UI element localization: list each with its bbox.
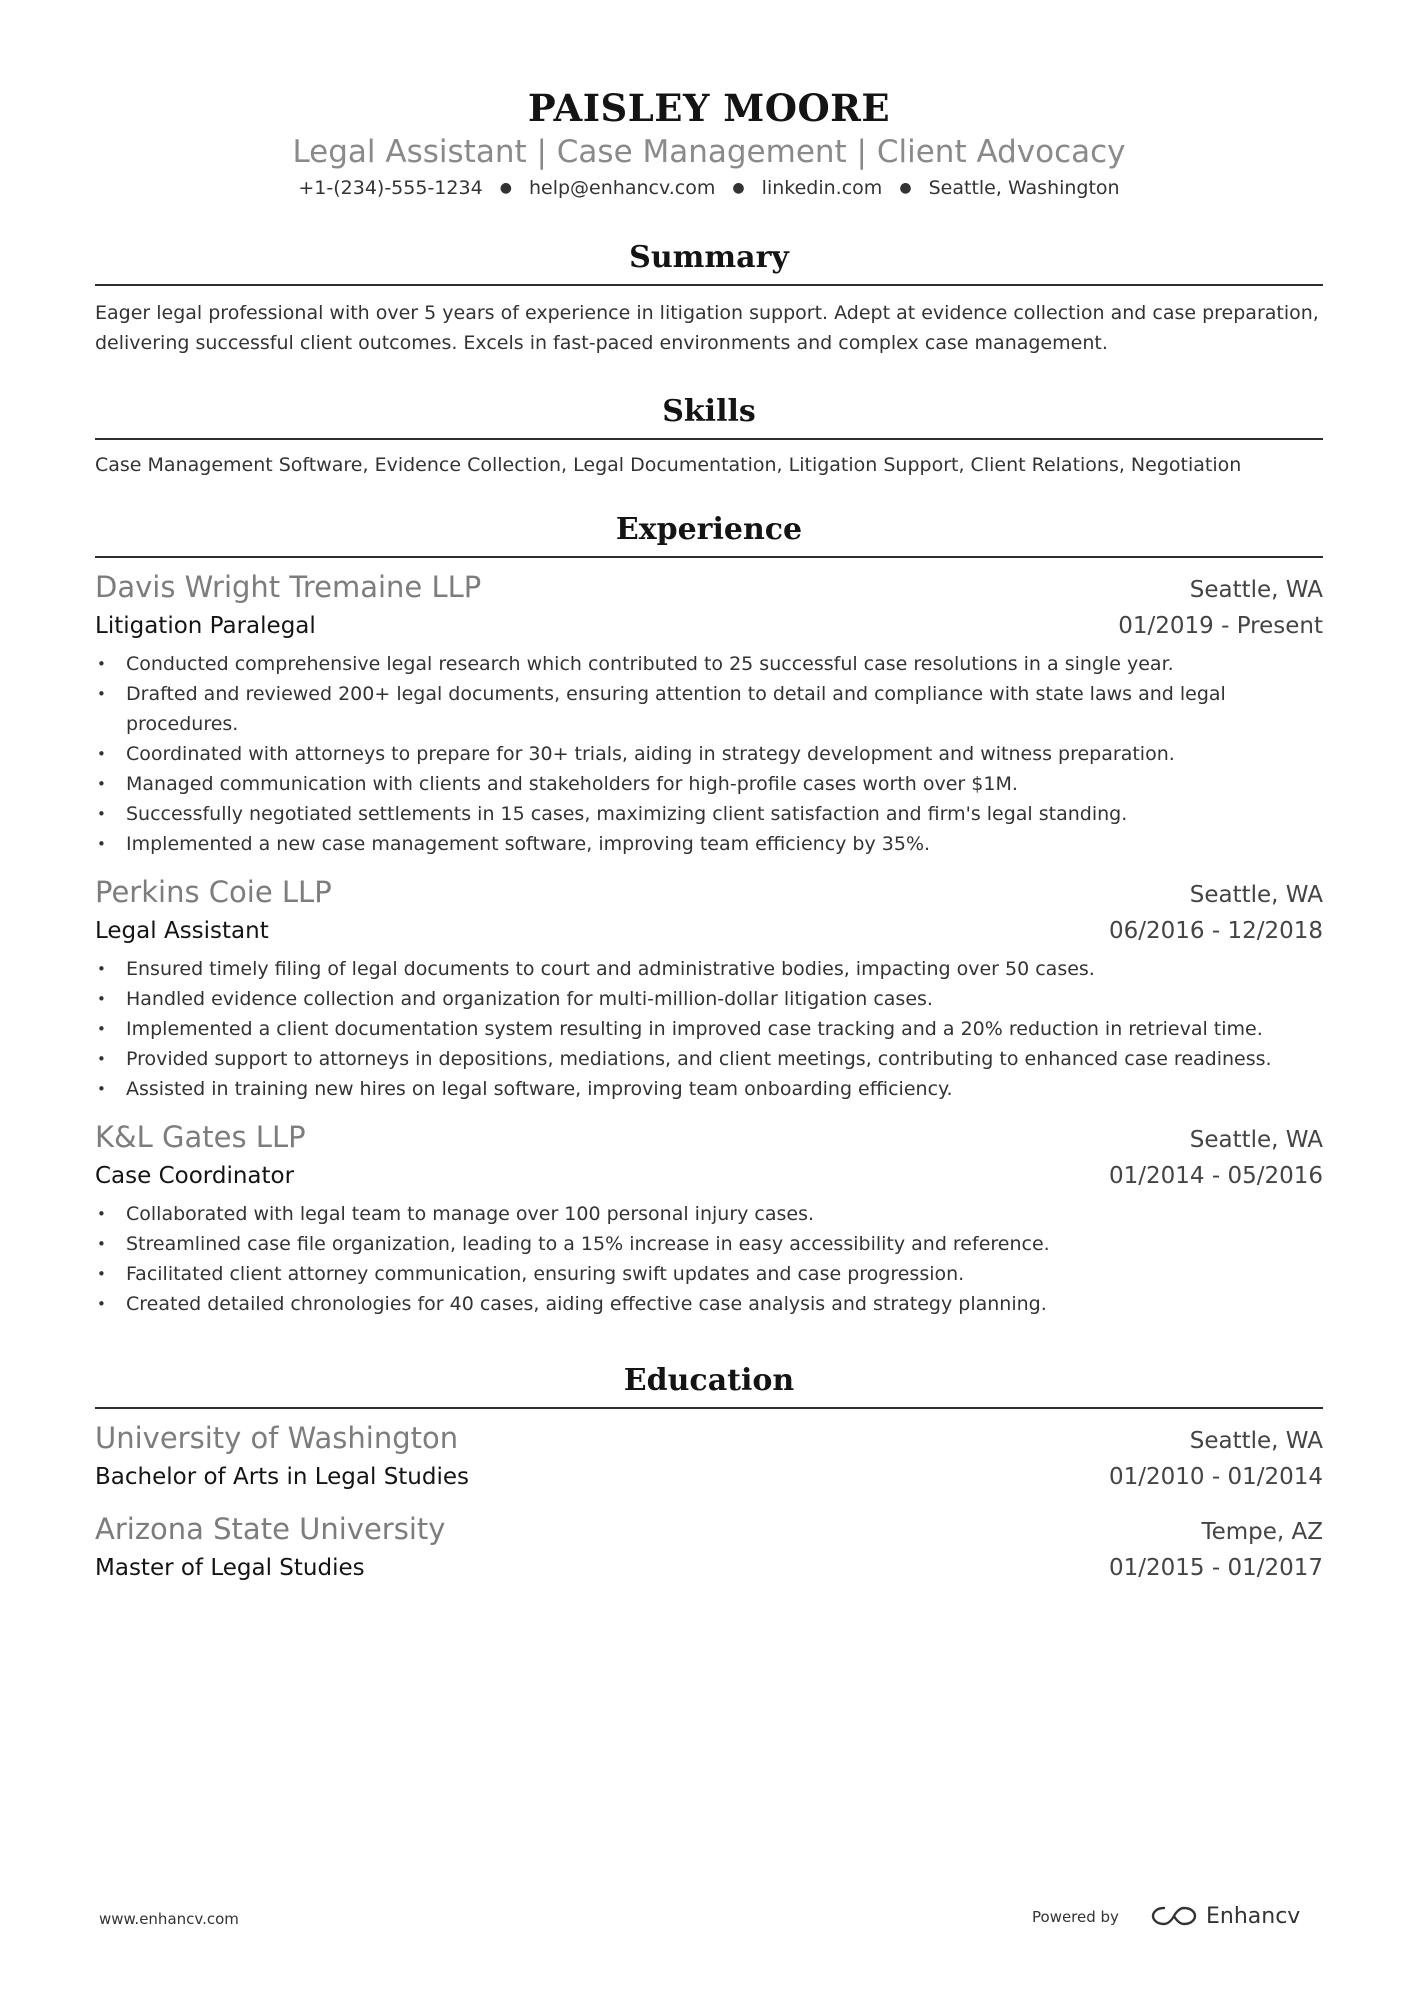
school-location: Tempe, AZ	[1201, 1519, 1323, 1545]
entry-role-row	[95, 607, 1323, 645]
separator-dot: ●	[499, 180, 512, 196]
enhancv-infinity-logo-icon	[1150, 1903, 1198, 1929]
resume-header	[95, 0, 1323, 202]
achievement-item: • Drafted and reviewed 200+ legal documents, ensuring attention to detail and compliance with state laws and legal procedures.	[95, 679, 1323, 739]
enhancv-logo[interactable]	[1150, 1900, 1300, 1932]
achievement-item: • Ensured timely filing of legal documents to court and administrative bodies, impacting over 50 cases.	[95, 954, 1323, 984]
achievement-item: • Assisted in training new hires on legal software, improving team onboarding efficiency.	[95, 1074, 1323, 1104]
achievement-item: • Implemented a new case management software, improving team efficiency by 35%.	[95, 829, 1323, 859]
company-name: Perkins Coie LLP	[95, 875, 332, 909]
entry-degree-row	[95, 1549, 1323, 1587]
entry-role-row	[95, 912, 1323, 950]
candidate-title: Legal Assistant | Case Management | Client Advocacy	[292, 134, 1126, 170]
separator-dot: ●	[732, 180, 745, 196]
achievement-item: • Facilitated client attorney communication, ensuring swift updates and case progression.	[95, 1259, 1323, 1289]
school-name: University of Washington	[95, 1421, 459, 1455]
education-dates: 01/2010 - 01/2014	[1108, 1464, 1323, 1490]
achievement-item: • Implemented a client documentation system resulting in improved case tracking and a 20% reduction in retrieval time.	[95, 1014, 1323, 1044]
footer-brand: Enhancv	[1206, 1903, 1301, 1929]
achievement-item: • Conducted comprehensive legal research which contributed to 25 successful case resolutions in a single year.	[95, 649, 1323, 679]
summary-text: Eager legal professional with over 5 years of experience in litigation support. Adept at evidence collection and case preparation, delivering successful client outcomes. Excels in fast-paced environments and complex case management.	[95, 302, 1319, 354]
contact-email[interactable]: help@enhancv.com	[528, 177, 716, 199]
skills-text: Case Management Software, Evidence Collection, Legal Documentation, Litigation Support, Client Relations, Negotiation	[95, 454, 1242, 476]
achievement-list	[95, 649, 1323, 859]
achievement-item: • Provided support to attorneys in depositions, mediations, and client meetings, contributing to enhanced case readiness.	[95, 1044, 1323, 1074]
achievement-list	[95, 954, 1323, 1104]
school-name: Arizona State University	[95, 1512, 446, 1546]
entry-role-row	[95, 1157, 1323, 1195]
job-title: Litigation Paralegal	[95, 613, 316, 639]
powered-by-label: Powered by	[1032, 1908, 1119, 1926]
achievement-list	[95, 1199, 1323, 1319]
entry-header-row	[95, 568, 1323, 607]
job-dates: 01/2014 - 05/2016	[1108, 1163, 1323, 1189]
company-location: Seattle, WA	[1189, 1127, 1323, 1153]
summary-heading: Summary	[95, 238, 1323, 286]
contact-line	[95, 174, 1323, 202]
experience-entry	[95, 873, 1323, 1104]
degree-name: Bachelor of Arts in Legal Studies	[95, 1464, 470, 1490]
achievement-item: • Collaborated with legal team to manage over 100 personal injury cases.	[95, 1199, 1323, 1229]
footer-url[interactable]: www.enhancv.com	[99, 1910, 239, 1928]
achievement-item: • Managed communication with clients and stakeholders for high-profile cases worth over $1M.	[95, 769, 1323, 799]
job-dates: 06/2016 - 12/2018	[1108, 918, 1323, 944]
achievement-item: • Created detailed chronologies for 40 cases, aiding effective case analysis and strategy planning.	[95, 1289, 1323, 1319]
education-dates: 01/2015 - 01/2017	[1108, 1555, 1323, 1581]
skills-section	[95, 392, 1323, 480]
degree-name: Master of Legal Studies	[95, 1555, 365, 1581]
school-location: Seattle, WA	[1189, 1428, 1323, 1454]
experience-section	[95, 510, 1323, 1319]
education-section	[95, 1361, 1323, 1587]
job-dates: 01/2019 - Present	[1118, 613, 1323, 639]
company-location: Seattle, WA	[1189, 882, 1323, 908]
contact-phone[interactable]: +1-(234)-555-1234	[298, 177, 483, 199]
entry-header-row	[95, 1118, 1323, 1157]
separator-dot: ●	[899, 180, 912, 196]
entry-header-row	[95, 873, 1323, 912]
experience-entry	[95, 1118, 1323, 1319]
job-title: Case Coordinator	[95, 1163, 295, 1189]
entry-header-row	[95, 1419, 1323, 1458]
education-entry	[95, 1419, 1323, 1496]
achievement-item: • Streamlined case file organization, leading to a 15% increase in easy accessibility and reference.	[95, 1229, 1323, 1259]
achievement-item: • Coordinated with attorneys to prepare for 30+ trials, aiding in strategy development and witness preparation.	[95, 739, 1323, 769]
skills-heading: Skills	[95, 392, 1323, 440]
summary-section	[95, 238, 1323, 358]
page-footer	[0, 1900, 1410, 1940]
company-name: Davis Wright Tremaine LLP	[95, 570, 482, 604]
contact-location: Seattle, Washington	[928, 177, 1120, 199]
education-entry	[95, 1510, 1323, 1587]
experience-heading: Experience	[95, 510, 1323, 558]
entry-degree-row	[95, 1458, 1323, 1496]
company-location: Seattle, WA	[1189, 577, 1323, 603]
resume-page	[95, 0, 1323, 1587]
achievement-item: • Successfully negotiated settlements in 15 cases, maximizing client satisfaction and firm's legal standing.	[95, 799, 1323, 829]
entry-header-row	[95, 1510, 1323, 1549]
job-title: Legal Assistant	[95, 918, 269, 944]
contact-linkedin[interactable]: linkedin.com	[761, 177, 883, 199]
experience-entry	[95, 568, 1323, 859]
education-heading: Education	[95, 1361, 1323, 1409]
candidate-name: PAISLEY MOORE	[527, 86, 891, 130]
company-name: K&L Gates LLP	[95, 1120, 306, 1154]
achievement-item: • Handled evidence collection and organization for multi-million-dollar litigation cases.	[95, 984, 1323, 1014]
